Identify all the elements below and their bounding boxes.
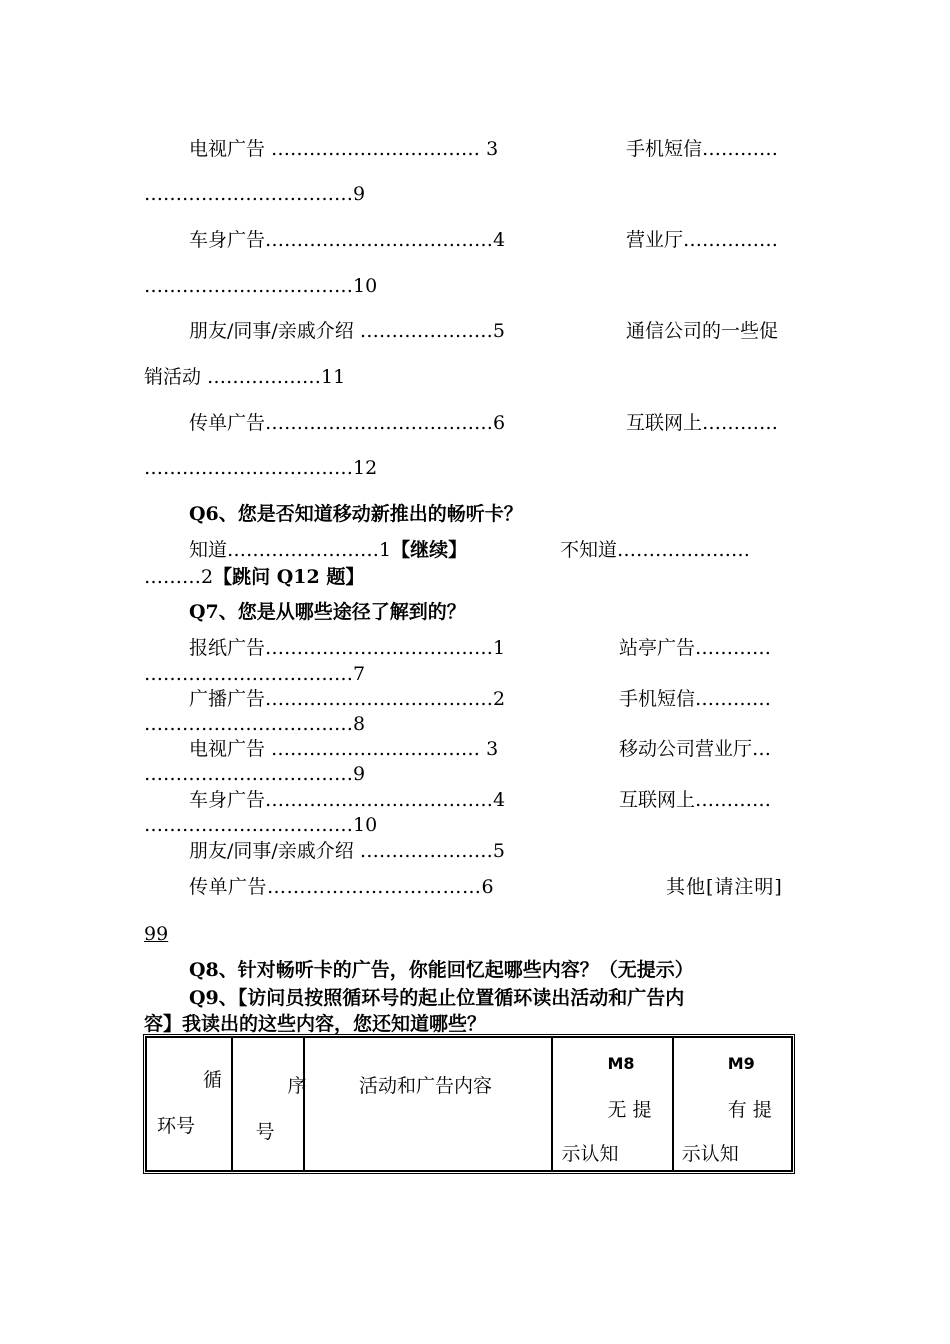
q5-option-promo-code: 销活动 ………………11 <box>144 366 346 388</box>
q7-option-mobile-hall: 移动公司营业厅… <box>619 738 772 760</box>
q5-option-flyer: 传单广告………………………………6 <box>189 412 506 434</box>
header-seq-no-line2: 号 <box>255 1121 275 1143</box>
q6-option-no-cont <box>144 565 364 589</box>
q9-question-line1: Q9、【访问员按照循环号的起止位置循环读出活动和广告内 <box>189 987 685 1009</box>
q7-option-other-code: 99 <box>144 923 169 945</box>
q7-question: Q7、您是从哪些途径了解到的？ <box>189 601 466 623</box>
header-content-label: 活动和广告内容 <box>359 1075 493 1097</box>
q7-option-newspaper: 报纸广告………………………………1 <box>189 637 506 659</box>
q6-skip-note: 【跳问 Q12 题】 <box>213 566 365 588</box>
header-content <box>304 1037 552 1171</box>
header-m9 <box>673 1037 792 1171</box>
q7-option-radio: 广播广告………………………………2 <box>189 688 506 710</box>
q5-option-sms-code: ……………………………9 <box>144 183 366 205</box>
q7-option-tv: 电视广告 …………………………… 3 <box>189 738 499 760</box>
table-header-row <box>146 1037 792 1171</box>
header-m8 <box>552 1037 672 1171</box>
header-m9-code: M9 <box>727 1054 755 1073</box>
header-cycle-no <box>146 1037 232 1171</box>
q7-option-friends: 朋友/同事/亲戚介绍 …………………5 <box>189 840 505 862</box>
q7-option-sms-code: ……………………………8 <box>144 713 366 735</box>
q6-question: Q6、您是否知道移动新推出的畅听卡？ <box>189 503 523 525</box>
header-m8-line2: 示认知 <box>561 1143 619 1165</box>
header-seq-no <box>232 1037 307 1171</box>
q7-option-internet: 互联网上………… <box>619 789 772 811</box>
q6-option-no-code: ………2 <box>144 566 214 588</box>
q5-option-vehicle: 车身广告………………………………4 <box>189 229 506 251</box>
q7-option-internet-code: ……………………………10 <box>144 814 378 836</box>
q6-option-yes <box>189 538 467 562</box>
q8-question: Q8、针对畅听卡的广告，你能回忆起哪些内容？（无提示） <box>189 959 694 981</box>
q7-option-kiosk-code: ……………………………7 <box>144 663 366 685</box>
recall-table <box>143 1034 795 1174</box>
header-cycle-no-line2: 环号 <box>157 1115 196 1137</box>
q5-option-tv: 电视广告 …………………………… 3 <box>189 138 499 160</box>
q5-option-promo: 通信公司的一些促 <box>626 320 779 342</box>
q7-option-sms: 手机短信………… <box>619 688 772 710</box>
q7-option-flyer: 传单广告……………………………6 <box>189 876 495 898</box>
q6-option-yes-label: 知道……………………1 <box>189 539 392 561</box>
header-cycle-no-line1: 循 <box>203 1069 223 1091</box>
header-m8-code: M8 <box>607 1054 635 1073</box>
q7-option-mobile-hall-code: ……………………………9 <box>144 763 366 785</box>
q6-option-no: 不知道………………… <box>560 539 751 561</box>
header-m8-line1: 无 提 <box>607 1099 652 1121</box>
q6-continue-note: 【继续】 <box>391 539 468 561</box>
header-m9-line1: 有 提 <box>727 1099 772 1121</box>
q7-option-vehicle: 车身广告………………………………4 <box>189 789 506 811</box>
q5-option-internet-code: ……………………………12 <box>144 457 378 479</box>
q5-option-internet: 互联网上………… <box>626 412 779 434</box>
q9-question-line2: 容】我读出的这些内容，您还知道哪些？ <box>144 1013 487 1035</box>
q5-option-hall: 营业厅…………… <box>626 229 779 251</box>
q7-option-other: 其他[请注明] <box>666 876 783 898</box>
header-m9-line2: 示认知 <box>681 1143 739 1165</box>
q5-option-sms: 手机短信………… <box>626 138 779 160</box>
q7-option-kiosk: 站亭广告………… <box>619 637 772 659</box>
q5-option-friends: 朋友/同事/亲戚介绍 …………………5 <box>189 320 505 342</box>
q5-option-hall-code: ……………………………10 <box>144 275 378 297</box>
header-seq-no-line1: 序 <box>287 1075 307 1097</box>
